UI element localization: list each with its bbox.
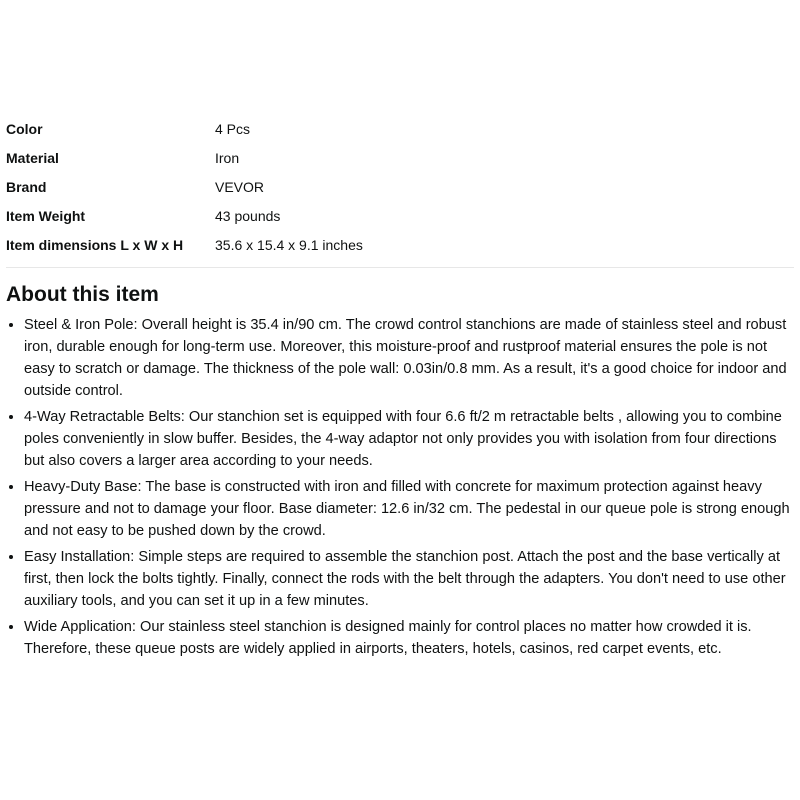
spec-label: Material <box>6 149 59 166</box>
spec-value: Iron <box>215 149 240 166</box>
feature-bullet-list <box>6 314 794 660</box>
about-this-item-heading: About this item <box>6 283 159 306</box>
spec-row-item-weight <box>6 201 363 230</box>
spec-row-brand <box>6 172 363 201</box>
feature-bullet: • Steel & Iron Pole: Overall height is 35.4 in/90 cm. The crowd control stanchions are made of stainless steel and robust iron, durable enough for long-term use. Moreover, this moisture-proof and rustproof material ensures the pole is not easy to scratch or damage. The thickness of the pole wall: 0.03in/0.8 mm. As a result, it's a good choice for indoor and outside control. <box>24 314 794 402</box>
spec-row-item-dimensions <box>6 230 363 259</box>
spec-value: 43 pounds <box>215 207 281 224</box>
feature-bullet: • Heavy-Duty Base: The base is constructed with iron and filled with concrete for maximum protection against heavy pressure and not to damage your floor. Base diameter: 12.6 in/32 cm. The pedestal in our queue pole is strong enough and not easy to be pushed down by the crowd. <box>24 476 794 542</box>
feature-bullet: • 4-Way Retractable Belts: Our stanchion set is equipped with four 6.6 ft/2 m retractable belts , allowing you to combine poles conveniently in slow buffer. Besides, the 4-way adaptor not only provides you with isolation from four directions but also covers a larger area according to your needs. <box>24 406 794 472</box>
spec-value: 35.6 x 15.4 x 9.1 inches <box>215 236 363 253</box>
product-details <box>6 114 794 664</box>
spec-value: 4 Pcs <box>215 120 251 137</box>
spec-label: Color <box>6 120 43 137</box>
spec-row-color <box>6 114 363 143</box>
feature-bullet: • Wide Application: Our stainless steel stanchion is designed mainly for control places no matter how crowded it is. Therefore, these queue posts are widely applied in airports, theaters, hotels, casinos, red carpet events, etc. <box>24 616 794 660</box>
spec-label: Brand <box>6 178 47 195</box>
section-divider <box>6 267 794 268</box>
product-specs-table <box>6 114 363 259</box>
spec-row-material <box>6 143 363 172</box>
spec-label: Item Weight <box>6 207 86 224</box>
spec-value: VEVOR <box>215 178 265 195</box>
spec-label: Item dimensions L x W x H <box>6 236 184 253</box>
feature-bullet: • Easy Installation: Simple steps are required to assemble the stanchion post. Attach the post and the base vertically at first, then lock the bolts tightly. Finally, connect the rods with the belt through the adapters. You don't need to use other auxiliary tools, and you can set it up in a few minutes. <box>24 546 794 612</box>
